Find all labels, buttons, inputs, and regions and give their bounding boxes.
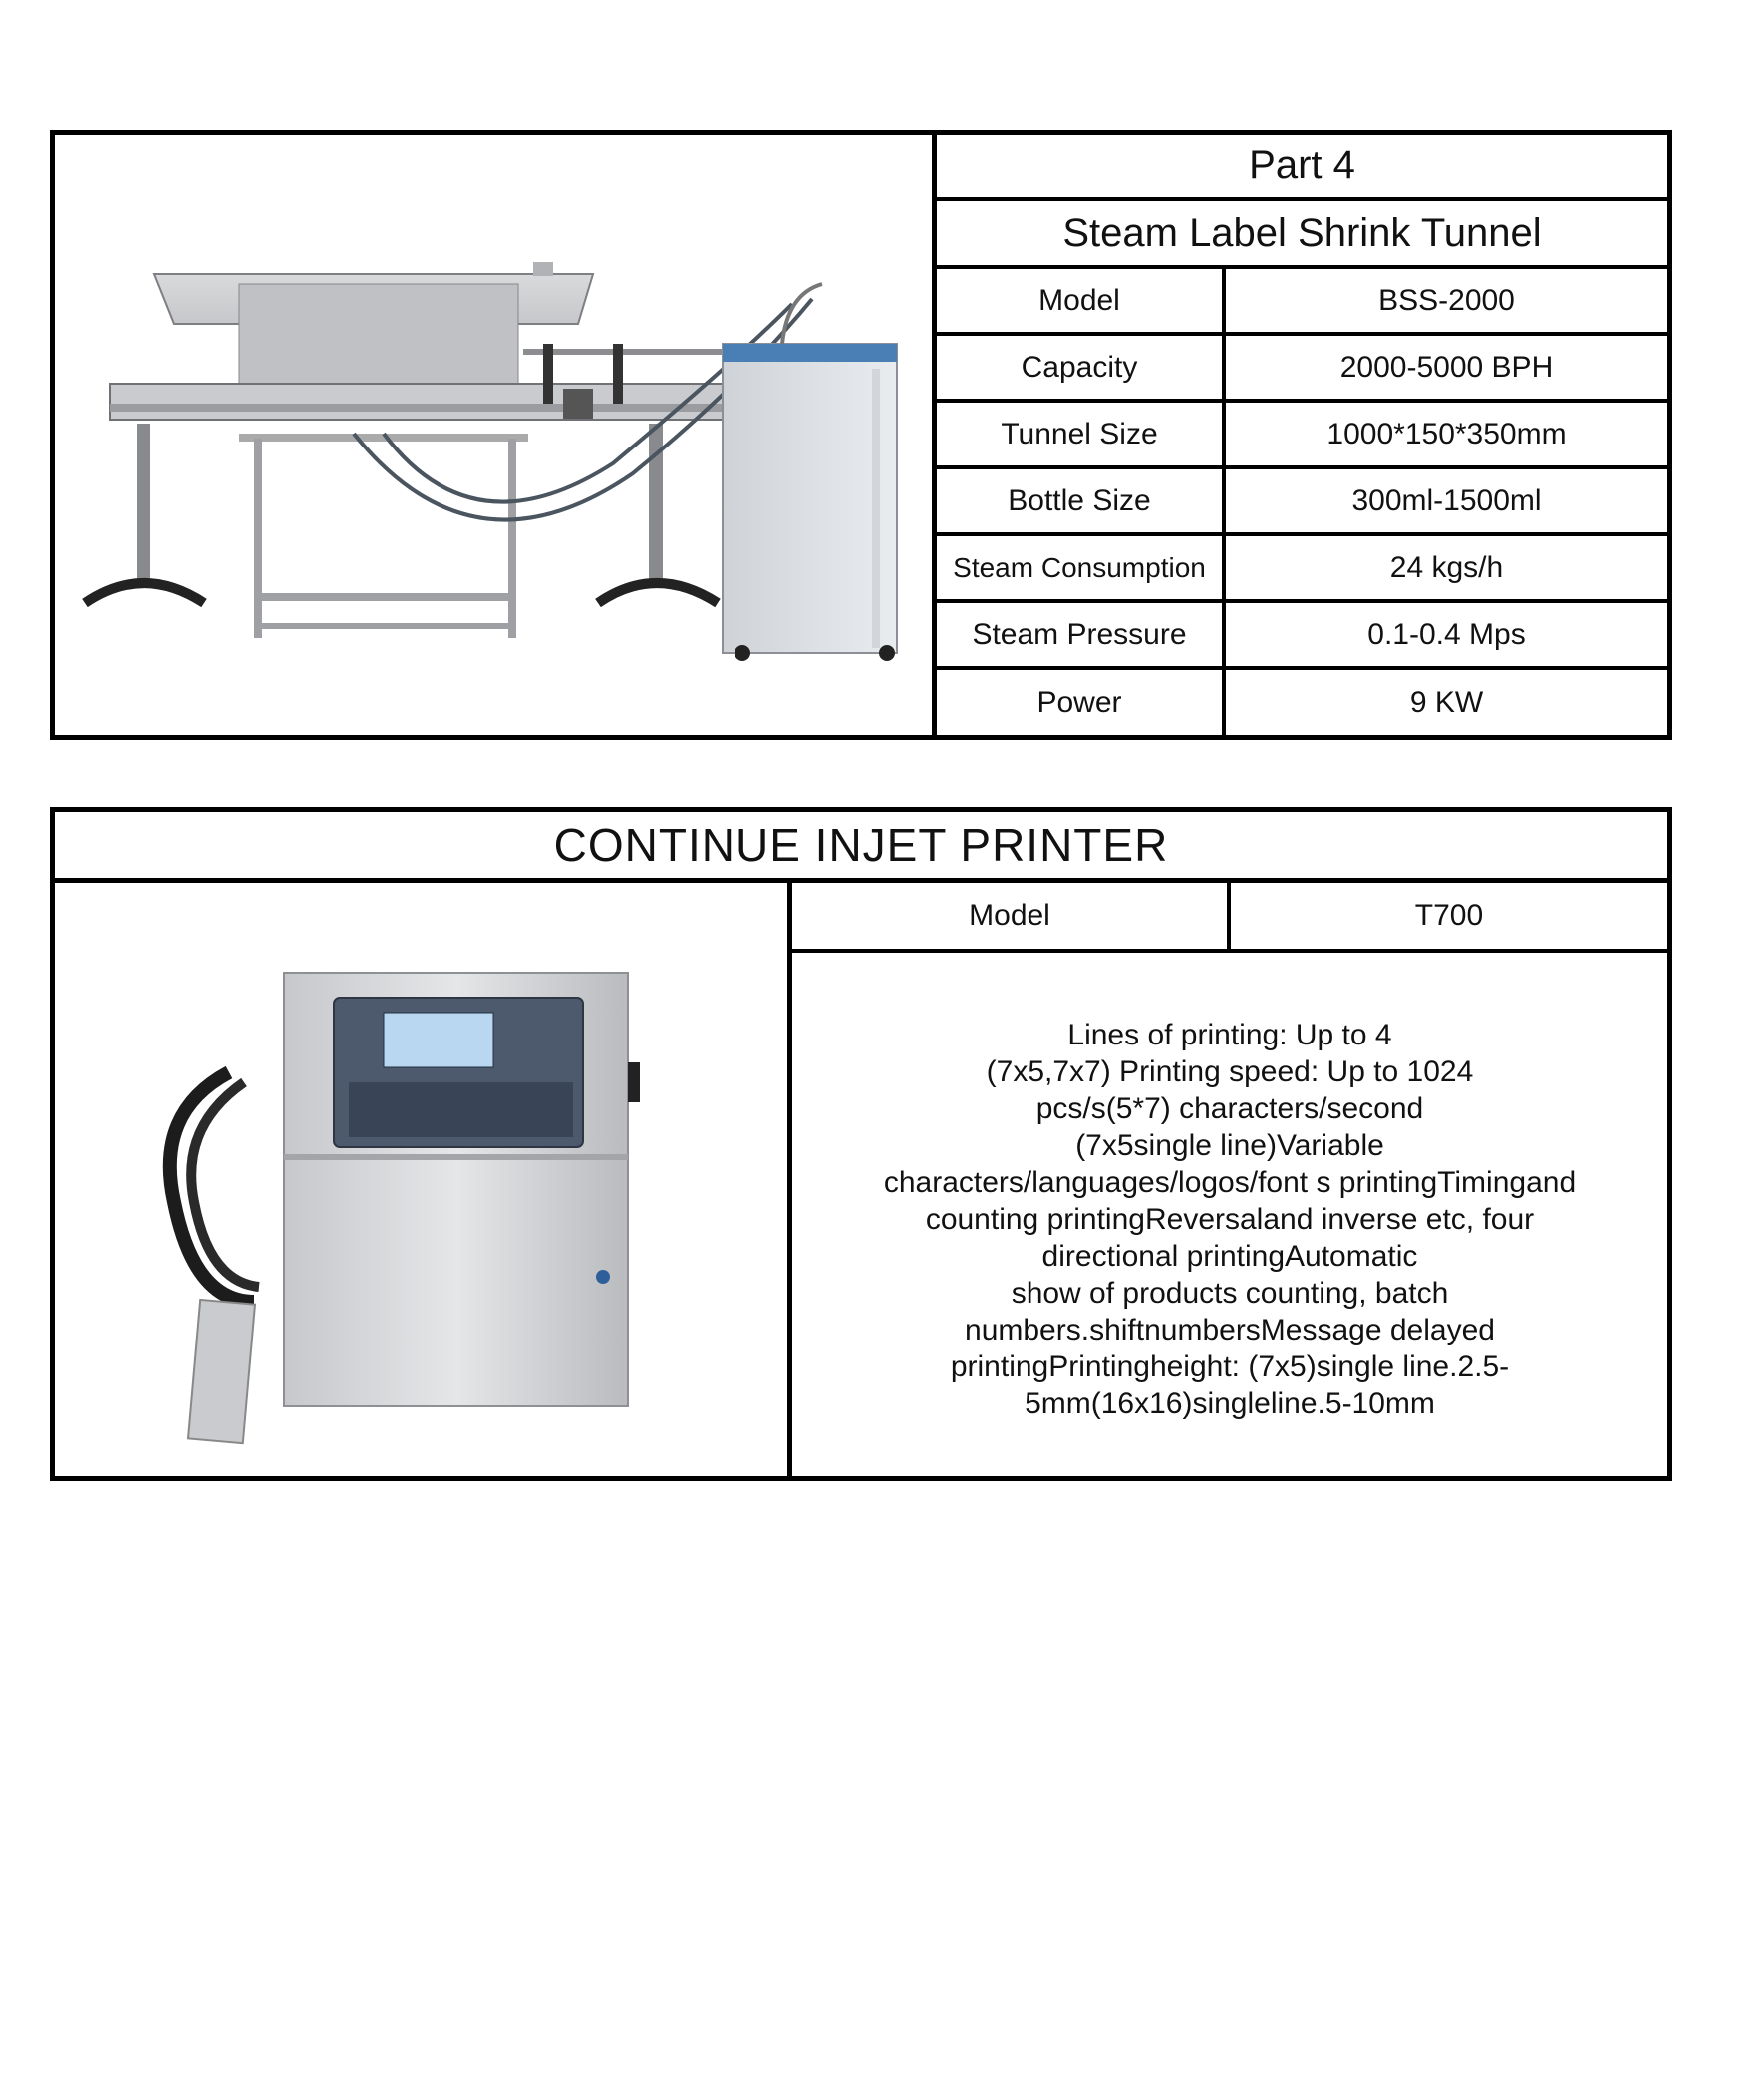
- spec-label: Model: [937, 269, 1226, 332]
- printer-model-row: [792, 883, 1667, 953]
- description-line: printingPrintingheight: (7x5)single line.2.5-: [950, 1350, 1510, 1383]
- shrink-tunnel-section: [50, 130, 1672, 740]
- spec-value: 2000-5000 BPH: [1339, 350, 1554, 384]
- printer-title: CONTINUE INJET PRINTER: [55, 812, 1667, 883]
- machine-title-row: [937, 201, 1667, 269]
- spec-label: Steam Pressure: [937, 603, 1226, 666]
- description-line: counting printingReversaland inverse etc, four: [925, 1203, 1535, 1236]
- description-line: pcs/s(5*7) characters/second: [1035, 1092, 1424, 1125]
- inkjet-printer-section: [50, 807, 1672, 1481]
- spec-value: 9 KW: [1409, 685, 1484, 719]
- spec-row-capacity: [937, 336, 1667, 403]
- description-line: (7x5single line)Variable: [1075, 1129, 1384, 1162]
- description-line: directional printingAutomatic: [1041, 1240, 1418, 1273]
- spec-row-steam-consumption: [937, 536, 1667, 603]
- description-line: characters/languages/logos/font s printingTimingand: [883, 1166, 1577, 1199]
- description-line: 5mm(16x16)singleline.5-10mm: [1025, 1387, 1435, 1420]
- printer-spec-table: [792, 883, 1667, 1476]
- description-line: numbers.shiftnumbersMessage delayed: [965, 1314, 1495, 1346]
- spec-row-model: [937, 269, 1667, 336]
- spec-label: Tunnel Size: [937, 403, 1226, 465]
- description-line: Lines of printing: Up to 4: [1067, 1019, 1392, 1051]
- shrink-tunnel-image: [55, 135, 937, 735]
- spec-value: 300ml-1500ml: [1351, 483, 1542, 517]
- model-label: Model: [792, 883, 1231, 949]
- shrink-tunnel-spec-table: [937, 135, 1667, 735]
- machine-title: Steam Label Shrink Tunnel: [1062, 210, 1542, 255]
- spec-row-bottle-size: [937, 469, 1667, 536]
- spec-row-tunnel-size: [937, 403, 1667, 469]
- spec-label: Power: [937, 670, 1226, 735]
- part-label-row: [937, 135, 1667, 201]
- printer-description: [812, 973, 1647, 1466]
- printer-image: [55, 883, 792, 1476]
- inkjet-printer-illustration: [55, 883, 787, 1476]
- spec-row-power: [937, 670, 1667, 735]
- spec-value: BSS-2000: [1378, 283, 1515, 317]
- spec-row-steam-pressure: [937, 603, 1667, 670]
- spec-label: Steam Consumption: [937, 536, 1226, 599]
- description-line: show of products counting, batch: [1011, 1277, 1449, 1310]
- spec-value: 1000*150*350mm: [1326, 417, 1567, 450]
- part-label: Part 4: [1249, 144, 1355, 187]
- description-text: [884, 1017, 1576, 1422]
- spec-value: 0.1-0.4 Mps: [1367, 617, 1526, 651]
- shrink-tunnel-illustration: [55, 135, 932, 735]
- spec-label: Capacity: [937, 336, 1226, 399]
- description-line: (7x5,7x7) Printing speed: Up to 1024: [986, 1055, 1474, 1088]
- model-value: T700: [1414, 899, 1484, 932]
- spec-label: Bottle Size: [937, 469, 1226, 532]
- spec-value: 24 kgs/h: [1389, 550, 1504, 584]
